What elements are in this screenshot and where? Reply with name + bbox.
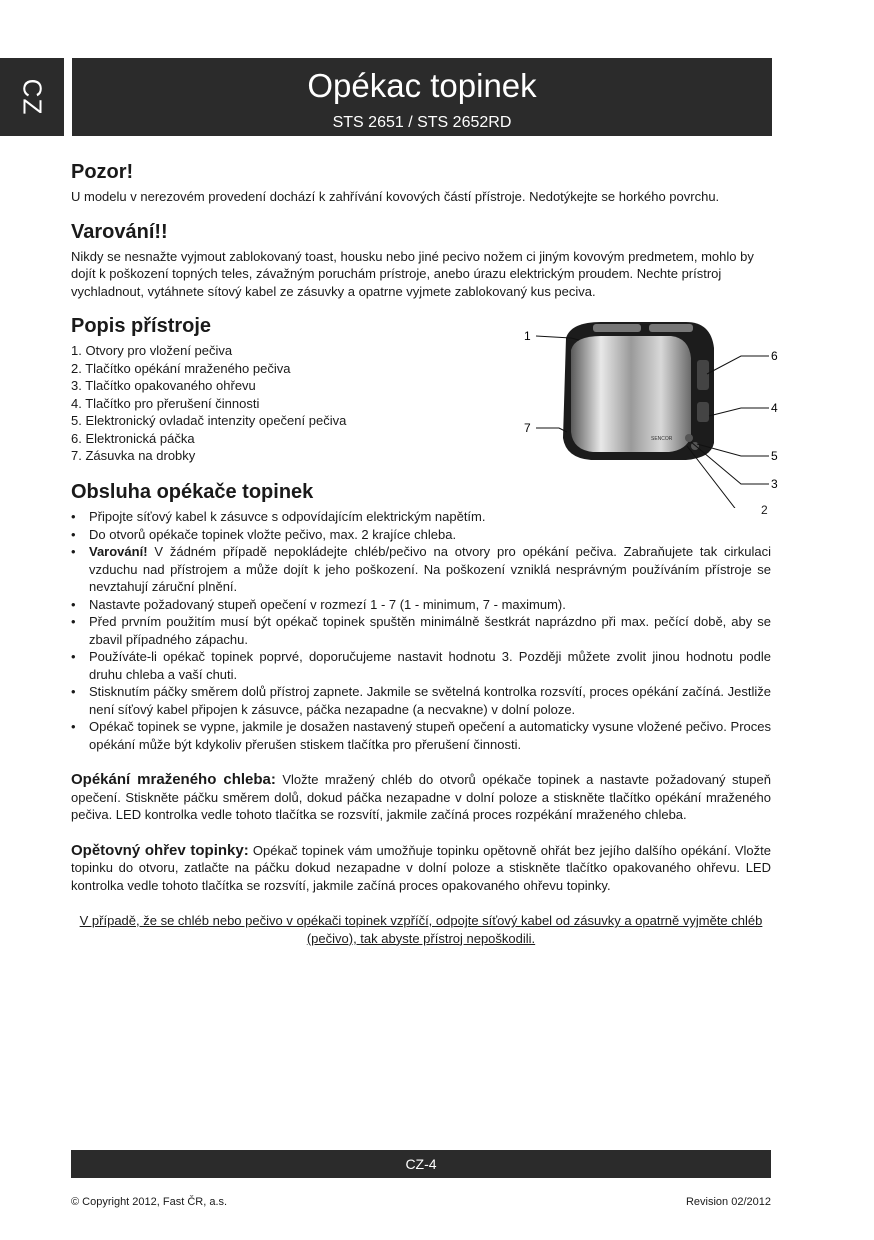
callout-label: 4 xyxy=(771,401,778,415)
varovani-text: Nikdy se nesnažte vyjmout zablokovaný toast, housku nebo jiné pecivo nožem ci jiným kovovým predmetem, mohlo by dojít k poškození topných teles, závažným poruchám prístroje, anebo úrazu elektrickým proudem. Nechte prístroj vychladnout, vytáhnete sítový kabel ze zásuvky a opatrne vyjmete zablokovaný kus peciva. xyxy=(71,248,754,299)
language-label: CZ xyxy=(17,78,48,116)
list-item: • Do otvorů opékače topinek vložte pečivo, max. 2 krajíce chleba. xyxy=(71,526,771,544)
reheat-label: Opětovný ohřev topinky: xyxy=(71,841,249,859)
list-item: 3. Tlačítko opakovaného ohřevu xyxy=(71,378,256,393)
pozor-heading: Pozor! xyxy=(71,161,134,183)
list-item: 4. Tlačítko pro přerušení činnosti xyxy=(71,395,260,411)
callout-label: 1 xyxy=(524,329,531,343)
callout-line xyxy=(709,408,769,416)
section-varovani xyxy=(71,220,771,301)
jam-warning: V případě, že se chléb nebo pečivo v opékači topinek vzpříčí, odpojte síťový kabel od zásuvky a opatrně vyjměte chléb (pečivo), tak abyste přístroj nepoškodili. xyxy=(79,913,763,946)
page-number: CZ-4 xyxy=(405,1156,437,1172)
list-item: • Připojte síťový kabel k zásuvce s odpovídajícím elektrickým napětím. xyxy=(71,508,771,526)
list-item: • Nastavte požadovaný stupeň opečení v rozmezí 1 - 7 (1 - minimum, 7 - maximum). xyxy=(71,596,771,614)
frozen-bread-text: Vložte mražený chléb do otvorů opékače topinek a nastavte požadovaný stupeň opečení. Stiskněte páčku směrem dolů, dokud páčka nezapadne v dolní poloze a stiskněte tlačítko opékání mraženého pečiva. LED kontrolka vedle tohoto tlačítka se rozsvítí, jakmile začíná proces rozpékání mraženého chleba. xyxy=(71,772,771,822)
callout-line xyxy=(707,356,769,374)
callout-label: 2 xyxy=(761,503,768,517)
button-panel-shape xyxy=(697,402,709,422)
list-item: • Před prvním použitím musí být opékač topinek spuštěn minimálně šestkrát naprázdno při max. pečící době, aby se zbavil případného zápachu. xyxy=(71,613,771,648)
reheat-paragraph xyxy=(71,842,771,895)
bread-slot-shape xyxy=(593,324,641,332)
reheat-text: Opékač topinek vám umožňuje topinku opětovně ohřát bez jejího dalšího opékání. Vložte topinku do otvoru, zatlačte na páčku dokud nezapadne v dolní poloze a stiskněte tlačítko opakovaného ohřevu. LED kontrolka vedle tohoto tlačítka se rozsvítí, jakmile začíná proces opakovaného ohřevu topinky. xyxy=(71,842,771,893)
list-item: 7. Zásuvka na drobky xyxy=(71,448,196,463)
page-title: Opékac topinek xyxy=(307,67,537,104)
varovani-heading: Varování!! xyxy=(71,220,168,243)
copyright: © Copyright 2012, Fast ČR, a.s. xyxy=(71,1196,228,1208)
brand-logo: SENCOR xyxy=(651,436,673,442)
callout-label: 7 xyxy=(524,421,531,435)
instructions-list xyxy=(71,508,771,753)
model-number: STS 2651 / STS 2652RD xyxy=(332,114,512,131)
section-obsluha xyxy=(71,480,771,753)
frozen-bread-paragraph xyxy=(71,771,771,824)
page-header xyxy=(72,58,772,136)
revision: Revision 02/2012 xyxy=(685,1196,771,1208)
list-item: 6. Elektronická páčka xyxy=(71,430,195,446)
control-button-shape xyxy=(685,434,693,442)
callout-label: 3 xyxy=(771,477,778,491)
popis-heading: Popis přístroje xyxy=(71,315,212,337)
callout-line xyxy=(536,428,567,432)
list-item: • Opékač topinek se vypne, jakmile je dosažen nastavený stupeň opečení a automaticky vysune vložené pečivo. Proces opékání může být kdykoliv přerušen stiskem tlačítka pro přerušení činnosti. xyxy=(71,718,771,753)
callout-label: 6 xyxy=(771,349,778,363)
language-tab xyxy=(0,58,64,136)
list-item: • Používáte-li opékač topinek poprvé, doporučujeme nastavit hodnotu 3. Později můžete zvolit jinou hodnotu podle druhu chleba a vaší chuti. xyxy=(71,648,771,683)
page-number-bar xyxy=(71,1150,771,1178)
list-item: • Stisknutím páčky směrem dolů přístroj zapnete. Jakmile se světelná kontrolka rozsvítí, proces opékání začíná. Jestliže není síťový kabel připojen k zásuvce, páčka nezapadne (a necvakne) v dolní poloze. xyxy=(71,683,771,718)
callout-label: 5 xyxy=(771,449,778,463)
list-item: 2. Tlačítko opékání mraženého pečiva xyxy=(71,360,291,376)
obsluha-heading: Obsluha opékače topinek xyxy=(71,481,314,503)
list-item: 1. Otvory pro vložení pečiva xyxy=(71,343,233,358)
toaster-steel-panel xyxy=(571,336,691,452)
bread-slot-shape xyxy=(649,324,693,332)
list-item: • Varování! V žádném případě nepokládejte chléb/pečivo na otvory pro opékání pečiva. Zabraňujete tak cirkulaci vzduchu nad přístrojem a může dojít k jeho poškození. Na poškození vzniklá nesprávným používáním přístroje se nevztahují záruční plnění. xyxy=(71,543,771,596)
frozen-bread-label: Opékání mraženého chleba: xyxy=(71,771,276,788)
section-pozor xyxy=(71,160,771,206)
main-content xyxy=(71,160,778,947)
list-item: 5. Elektronický ovladač intenzity opečení pečiva xyxy=(71,413,347,428)
pozor-text: U modelu v nerezovém provedení dochází k zahřívání kovových částí přístroje. Nedotýkejte se horkého povrchu. xyxy=(71,189,720,204)
toaster-diagram xyxy=(511,308,781,508)
lever-shape xyxy=(697,360,709,390)
section-popis xyxy=(71,314,778,491)
